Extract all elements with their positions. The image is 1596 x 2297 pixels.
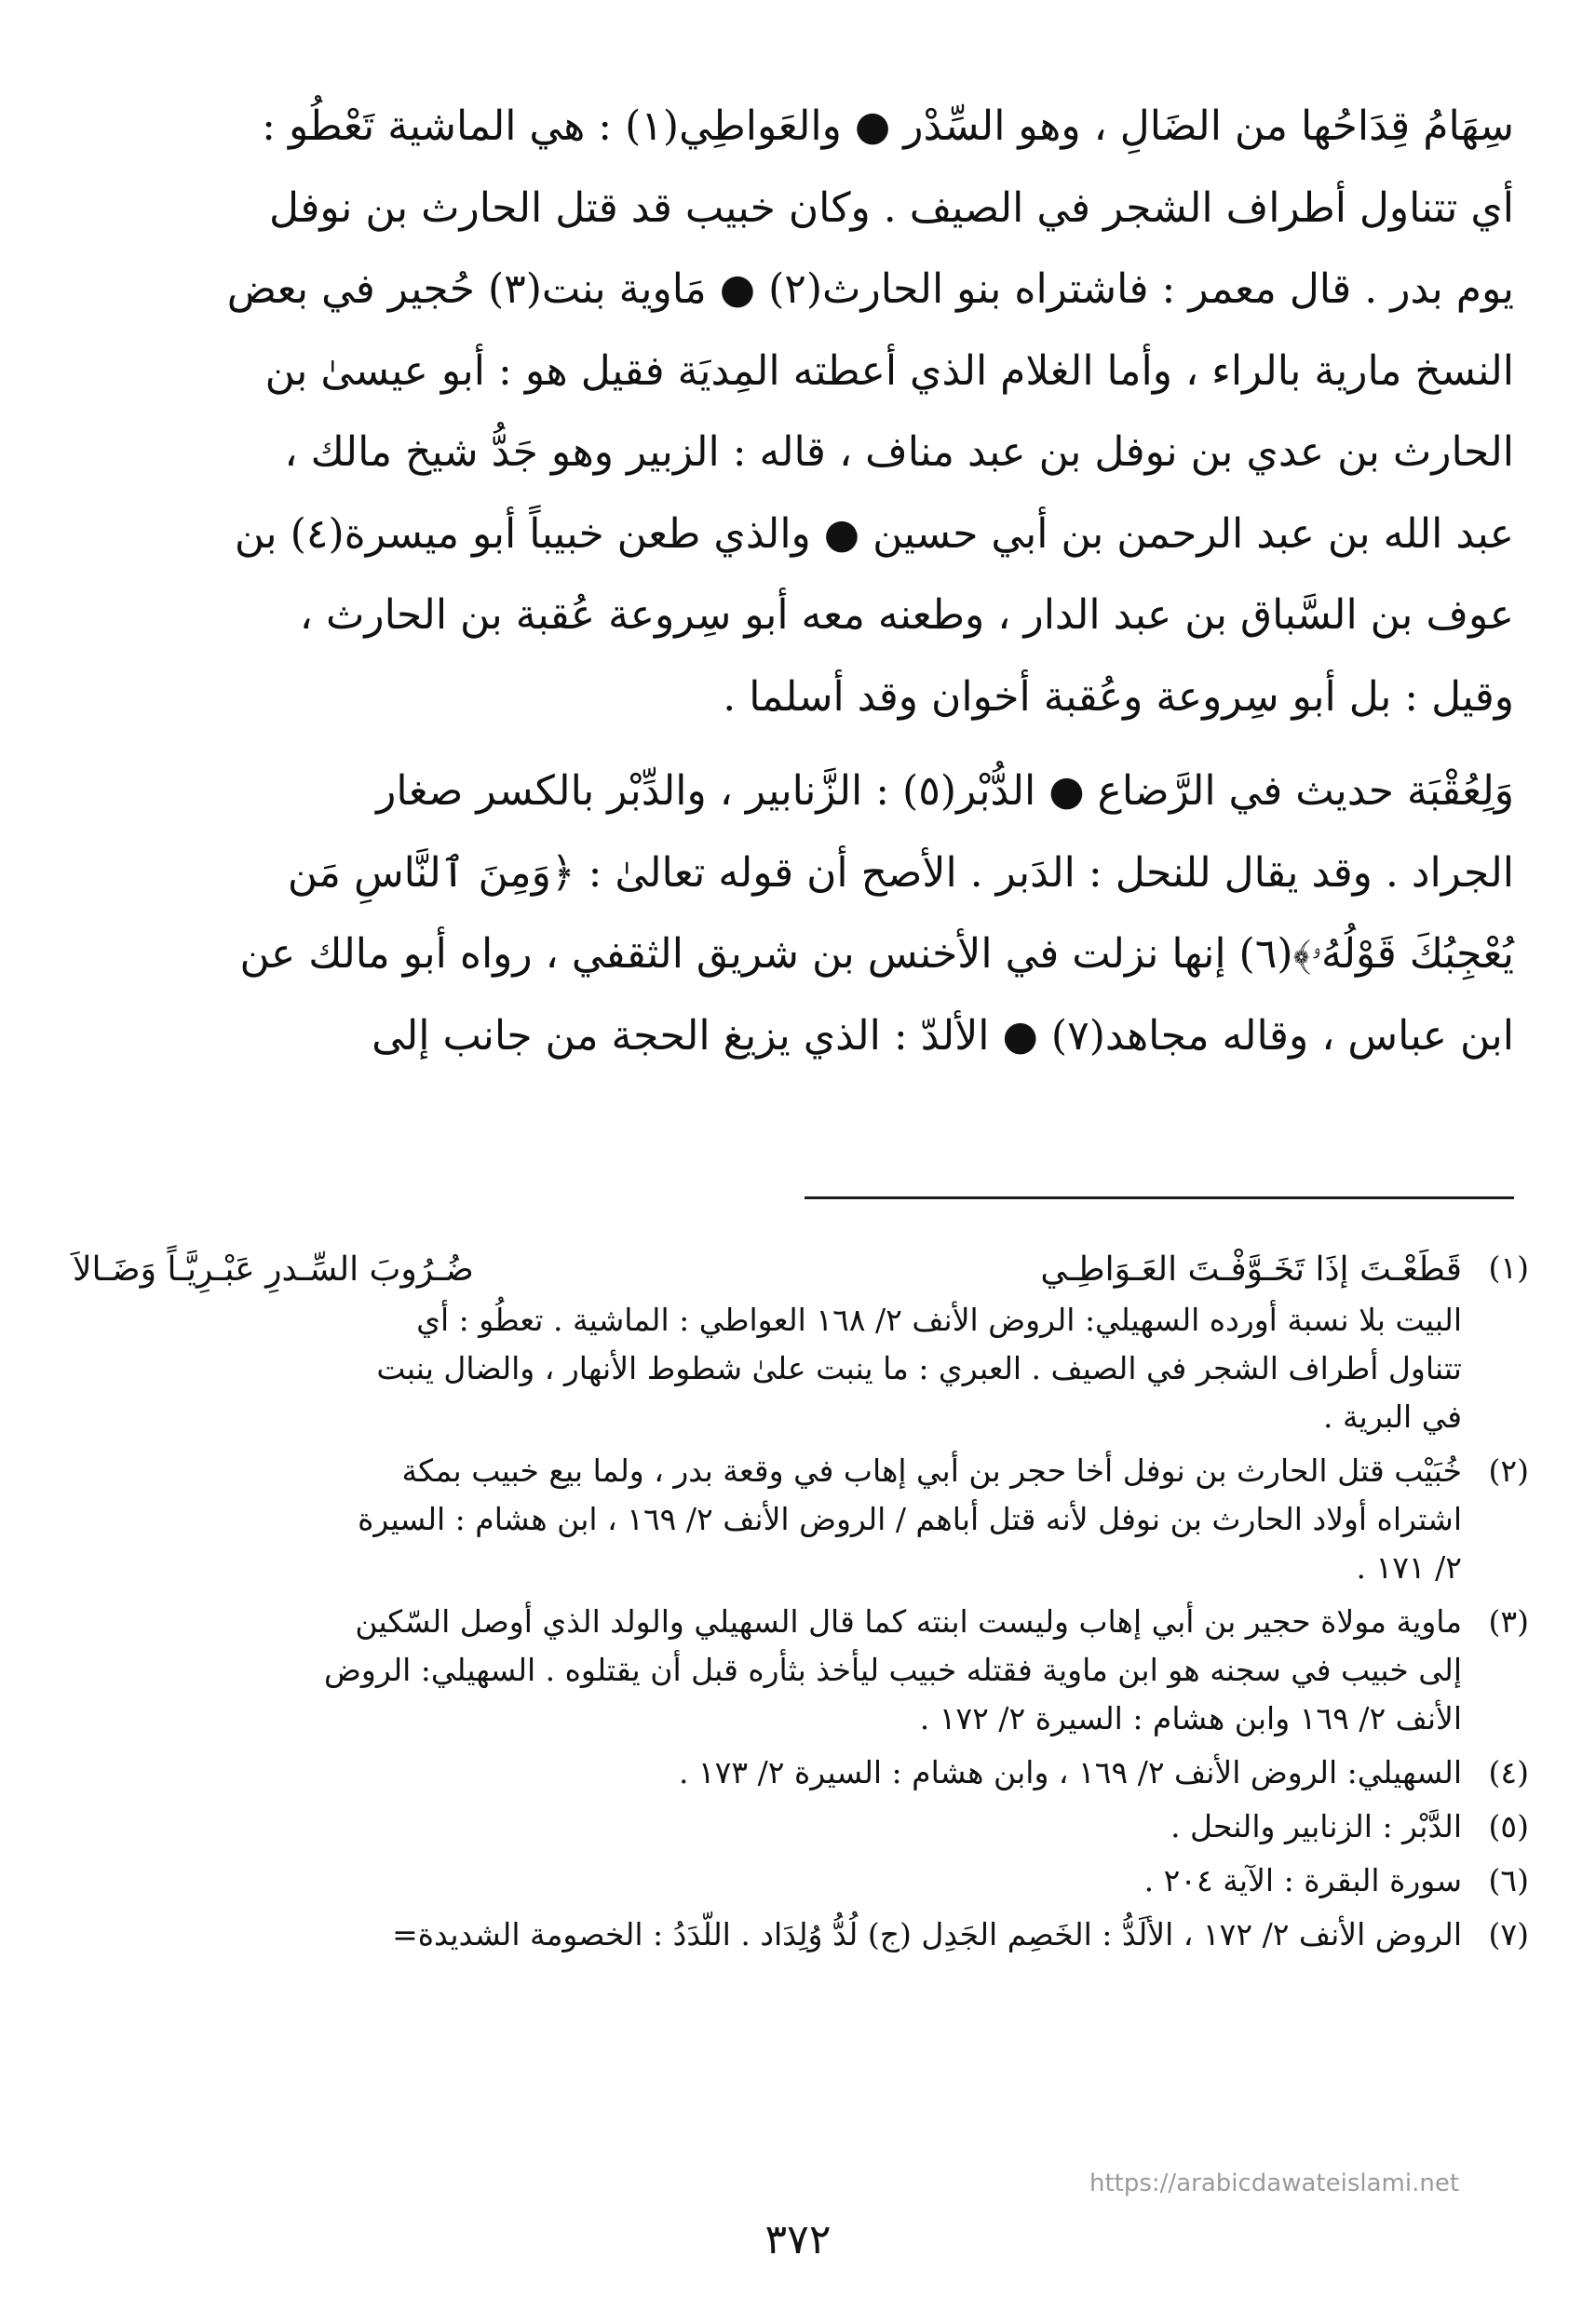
footnote-body [73, 1244, 1462, 1441]
footnote-body [73, 1911, 1462, 1959]
verse-second-hemistich: ضُـرُوبَ السِّـدرِ عَبْـرِيَّـاً وَضَـالاَ [73, 1250, 474, 1289]
main-text [82, 86, 1514, 1076]
paragraph-1 [82, 86, 1514, 737]
main-line: ابن عباس ، وقاله مجاهد(٧) ● الألدّ : الذي يزيغ الحجة من جانب إلى [372, 1011, 1514, 1060]
footnote-4 [73, 1749, 1529, 1797]
footnote-body [73, 1803, 1462, 1851]
footnote-number: (٢) [1488, 1453, 1529, 1489]
footnote-line: اشتراه أولاد الحارث بن نوفل لأنه قتل أباهم / الروض الأنف ٢/ ١٦٩ ، ابن هشام : السيرة [358, 1501, 1462, 1537]
footnotes [73, 1244, 1529, 1965]
footnote-6 [73, 1857, 1529, 1905]
footnote-number: (٦) [1488, 1862, 1529, 1898]
page-number: ٣٧٢ [764, 2216, 832, 2263]
footnote-number: (١) [1488, 1250, 1529, 1286]
main-line: النسخ مارية بالراء ، وأما الغلام الذي أعطته المِديَة فقيل هو : أبو عيسىٰ بن [264, 346, 1514, 395]
main-line: وقيل : بل أبو سِروعة وعُقبة أخوان وقد أسلما . [723, 672, 1514, 721]
footnote-line: سورة البقرة : الآية ٢٠٤ . [1143, 1862, 1462, 1898]
footnote-line: خُبَيْب قتل الحارث بن نوفل أخا حجر بن أبي إهاب في وقعة بدر ، ولما بيع خبيب بمكة [401, 1453, 1462, 1489]
footnote-line: الروض الأنف ٢/ ١٧٢ ، الألَدُّ : الخَصِم الجَدِل (ج) لُدُّ وُلِدَاد . اللّدَدُ : الخصومة الشديدة= [392, 1916, 1462, 1952]
footnote-line: السهيلي: الروض الأنف ٢/ ١٦٩ ، وابن هشام : السيرة ٢/ ١٧٣ . [678, 1754, 1462, 1790]
footnote-3 [73, 1598, 1529, 1743]
main-line: سِهَامُ قِدَاحُها من الضَالِ ، وهو السِّدْر ● والعَواطِي(١) : هي الماشية تَعْطُو : [262, 102, 1514, 150]
footnote-7 [73, 1911, 1529, 1959]
footnote-5 [73, 1803, 1529, 1851]
main-line: عبد الله بن عبد الرحمن بن أبي حسين ● والذي طعن خبيباً أبو ميسرة(٤) بن [234, 509, 1514, 558]
footnote-2 [73, 1447, 1529, 1592]
footnote-1 [73, 1244, 1529, 1441]
main-line: الجراد . وقد يقال للنحل : الدَبر . الأصح أن قوله تعالىٰ : ﴿وَمِنَ ٱلنَّاسِ مَن [287, 848, 1514, 897]
footnote-line: إلى خبيب في سجنه هو ابن ماوية فقتله خبيب ليأخذ بثأره قبل أن يقتلوه . السهيلي: الروض [324, 1652, 1462, 1688]
footnote-line: ٢/ ١٧١ . [1356, 1549, 1462, 1586]
watermark-url: https://arabicdawateislami.net [1089, 2169, 1460, 2197]
footnote-number: (٤) [1488, 1754, 1529, 1790]
footnote-line: ماوية مولاة حجير بن أبي إهاب وليست ابنته كما قال السهيلي والولد الذي أوصل السّكين [355, 1603, 1462, 1640]
footnote-number: (٣) [1488, 1603, 1529, 1640]
main-line: وَلِعُقْبَة حديث في الرَّضاع ● الدُّبْر(٥) : الزَّنابير ، والدِّبْر بالكسر صغار [376, 767, 1514, 815]
footnote-line: في البرية . [1322, 1398, 1462, 1435]
footnote-line: الأنف ٢/ ١٦٩ وابن هشام : السيرة ٢/ ١٧٢ . [919, 1700, 1462, 1736]
footnote-body [73, 1598, 1462, 1743]
footnote-line: تتناول أطراف الشجر في الصيف . العبري : ما ينبت علىٰ شطوط الأنهار ، والضال ينبت [376, 1350, 1462, 1386]
main-line: يُعْجِبُكَ قَوْلُهُۥ﴾(٦) إنها نزلت في الأخنس بن شريق الثقفي ، رواه أبو مالك عن [239, 930, 1514, 978]
footnote-number: (٧) [1488, 1916, 1529, 1952]
footnote-number: (٥) [1488, 1808, 1529, 1844]
main-line: الحارث بن عدي بن نوفل بن عبد مناف ، قاله : الزبير وهو جَدُّ شيخ مالك ، [284, 428, 1514, 476]
footnote-body [73, 1447, 1462, 1592]
footnote-line: الدَّبْر : الزنابير والنحل . [1170, 1808, 1462, 1844]
main-line: عوف بن السَّباق بن عبد الدار ، وطعنه معه أبو سِروعة عُقبة بن الحارث ، [299, 591, 1514, 639]
verse-first-hemistich: قَطَعْـتَ إذَا تَخَـوَّفْـتَ العَـوَاطِـي [1040, 1250, 1462, 1289]
footnote-body [73, 1749, 1462, 1797]
main-line: يوم بدر . قال معمر : فاشتراه بنو الحارث(٢) ● مَاوية بنت(٣) حُجير في بعض [226, 265, 1514, 313]
footnote-separator [805, 1196, 1514, 1199]
footnote-line: البيت بلا نسبة أورده السهيلي: الروض الأنف ٢/ ١٦٨ العواطي : الماشية . تعطُو : أي [416, 1302, 1462, 1338]
paragraph-2 [82, 750, 1514, 1076]
main-line: أي تتناول أطراف الشجر في الصيف . وكان خبيب قد قتل الحارث بن نوفل [269, 183, 1514, 232]
footnote-body [73, 1857, 1462, 1905]
poetry-verse [73, 1244, 1462, 1296]
